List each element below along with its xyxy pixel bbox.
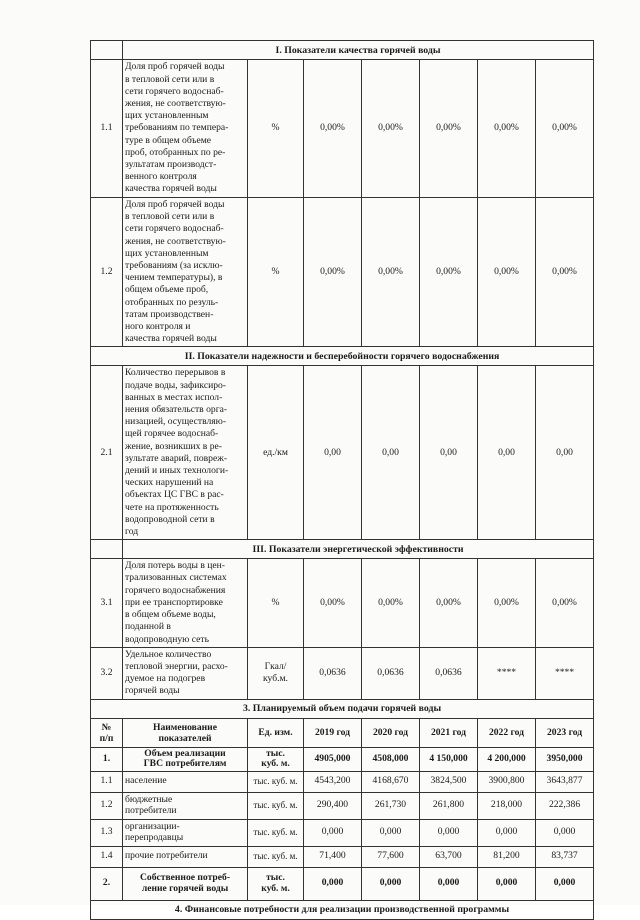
row-number: 1.1 <box>91 60 123 198</box>
row-number: 2. <box>91 867 123 900</box>
value-2023: 0,00 <box>536 366 594 540</box>
indicator-row <box>91 559 594 647</box>
row-unit: тыс. куб. м. <box>248 747 304 771</box>
row-number: 1.2 <box>91 198 123 347</box>
header-2022: 2022 год <box>478 718 536 747</box>
indicator-row <box>91 647 594 699</box>
value-2023: 0,000 <box>536 819 594 846</box>
value-2022: 0,00% <box>478 60 536 198</box>
value-2023: 222,386 <box>536 792 594 819</box>
row-unit: тыс. куб. м. <box>248 792 304 819</box>
indicator-description: Удельное количество тепловой энергии, расхо- дуемое на подогрев горячей воды <box>123 647 248 699</box>
value-2022: 0,00% <box>478 559 536 647</box>
value-2023: 83,737 <box>536 846 594 867</box>
section-title-quality: I. Показатели качества горячей воды <box>123 41 594 60</box>
value-2023: **** <box>536 647 594 699</box>
header-name: Наименование показателей <box>123 718 248 747</box>
indicator-description: Доля проб горячей воды в тепловой сети или в сети горячего водоснаб- жения, не соответствую- щих установленным требованиям по темпера- туре в общем объеме проб, отобранных по ре- зультатам производст- венного контроля качества горячей воды <box>123 60 248 198</box>
row-unit: тыс. куб. м. <box>248 846 304 867</box>
value-2021: 0,00% <box>420 198 478 347</box>
row-number: 1.4 <box>91 846 123 867</box>
indicator-description: Доля проб горячей воды в тепловой сети или в сети горячего водоснаб- жения, не соответствую- щих установленным требованиям (за исклю- чением температуры), в общем объеме проб, отобранных по резуль- татам производствен- ного контроля и качества горячей воды <box>123 198 248 347</box>
row-number: 1. <box>91 747 123 771</box>
section-header-row <box>91 540 594 559</box>
value-2020: 0,0636 <box>362 647 420 699</box>
value-2019: 0,000 <box>304 867 362 900</box>
section-header-row <box>91 699 594 718</box>
value-2019: 0,00% <box>304 559 362 647</box>
value-2022: 0,00% <box>478 198 536 347</box>
section-header-row <box>91 900 594 919</box>
value-2022: 81,200 <box>478 846 536 867</box>
value-2020: 77,600 <box>362 846 420 867</box>
value-2021: 0,000 <box>420 867 478 900</box>
value-2019: 0,0636 <box>304 647 362 699</box>
row-name: Собственное потреб- ление горячей воды <box>123 867 248 900</box>
volume-row <box>91 747 594 771</box>
header-2021: 2021 год <box>420 718 478 747</box>
section-title-energy: III. Показатели энергетической эффективности <box>123 540 594 559</box>
value-2022: 0,000 <box>478 819 536 846</box>
row-unit: тыс. куб. м. <box>248 771 304 792</box>
value-2020: 0,00% <box>362 60 420 198</box>
section-header-row <box>91 41 594 60</box>
value-2023: 3643,877 <box>536 771 594 792</box>
volume-row <box>91 792 594 819</box>
row-name: Объем реализации ГВС потребителям <box>123 747 248 771</box>
value-2022: 0,000 <box>478 867 536 900</box>
value-2020: 0,000 <box>362 867 420 900</box>
row-unit: тыс. куб. м. <box>248 867 304 900</box>
row-number: 1.1 <box>91 771 123 792</box>
value-2021: 0,000 <box>420 819 478 846</box>
value-2021: 0,00% <box>420 60 478 198</box>
section-title-volume: 3. Планируемый объем подачи горячей воды <box>91 699 594 718</box>
value-2022: **** <box>478 647 536 699</box>
unit-cell: Гкал/ куб.м. <box>248 647 304 699</box>
value-2019: 290,400 <box>304 792 362 819</box>
unit-cell: % <box>248 198 304 347</box>
value-2019: 0,00% <box>304 198 362 347</box>
value-2022: 218,000 <box>478 792 536 819</box>
value-2020: 0,000 <box>362 819 420 846</box>
value-2022: 4 200,000 <box>478 747 536 771</box>
unit-cell: % <box>248 559 304 647</box>
value-2020: 4508,000 <box>362 747 420 771</box>
volume-row <box>91 819 594 846</box>
header-2019: 2019 год <box>304 718 362 747</box>
section-title-finance: 4. Финансовые потребности для реализации производственной программы <box>91 900 594 919</box>
header-unit: Ед. изм. <box>248 718 304 747</box>
value-2023: 0,00% <box>536 198 594 347</box>
value-2021: 3824,500 <box>420 771 478 792</box>
unit-cell: ед./км <box>248 366 304 540</box>
row-unit: тыс. куб. м. <box>248 819 304 846</box>
row-name: бюджетные потребители <box>123 792 248 819</box>
value-2019: 0,00 <box>304 366 362 540</box>
indicators-table <box>90 40 594 920</box>
volume-row <box>91 867 594 900</box>
indicator-row <box>91 198 594 347</box>
row-number: 1.2 <box>91 792 123 819</box>
row-name: прочие потребители <box>123 846 248 867</box>
value-2019: 71,400 <box>304 846 362 867</box>
header-2023: 2023 год <box>536 718 594 747</box>
value-2019: 4905,000 <box>304 747 362 771</box>
section-header-row <box>91 347 594 366</box>
value-2023: 0,00% <box>536 559 594 647</box>
volume-row <box>91 846 594 867</box>
value-2020: 0,00 <box>362 366 420 540</box>
value-2023: 3950,000 <box>536 747 594 771</box>
row-name: организации- перепродавцы <box>123 819 248 846</box>
unit-cell: % <box>248 60 304 198</box>
row-number: 3.1 <box>91 559 123 647</box>
indicator-row <box>91 366 594 540</box>
value-2021: 63,700 <box>420 846 478 867</box>
blank-cell <box>91 540 123 559</box>
volume-row <box>91 771 594 792</box>
indicator-row <box>91 60 594 198</box>
value-2021: 0,00% <box>420 559 478 647</box>
row-number: 1.3 <box>91 819 123 846</box>
value-2023: 0,000 <box>536 867 594 900</box>
indicator-description: Количество перерывов в подаче воды, зафиксиро- ванных в местах испол- нения обязательств орга- низацией, осуществляю- щей горячее водоснаб- жение, возникших в ре- зультате аварий, повреж- дений и иных технологи- ческих нарушений на объектах ЦС ГВС в рас- чете на протяженность водопроводной сети в год <box>123 366 248 540</box>
volume-header-row <box>91 718 594 747</box>
value-2022: 3900,800 <box>478 771 536 792</box>
value-2021: 0,0636 <box>420 647 478 699</box>
value-2021: 261,800 <box>420 792 478 819</box>
row-number: 2.1 <box>91 366 123 540</box>
value-2019: 0,000 <box>304 819 362 846</box>
value-2023: 0,00% <box>536 60 594 198</box>
value-2022: 0,00 <box>478 366 536 540</box>
row-number: 3.2 <box>91 647 123 699</box>
blank-cell <box>91 41 123 60</box>
header-2020: 2020 год <box>362 718 420 747</box>
value-2020: 0,00% <box>362 198 420 347</box>
value-2020: 0,00% <box>362 559 420 647</box>
value-2020: 4168,670 <box>362 771 420 792</box>
row-name: население <box>123 771 248 792</box>
value-2019: 0,00% <box>304 60 362 198</box>
value-2019: 4543,200 <box>304 771 362 792</box>
section-title-reliability: II. Показатели надежности и бесперебойности горячего водоснабжения <box>91 347 594 366</box>
value-2021: 0,00 <box>420 366 478 540</box>
header-num: № п/п <box>91 718 123 747</box>
value-2021: 4 150,000 <box>420 747 478 771</box>
indicator-description: Доля потерь воды в цен- трализованных системах горячего водоснабжения при ее транспортировке в общем объеме воды, поданной в водопроводную сеть <box>123 559 248 647</box>
value-2020: 261,730 <box>362 792 420 819</box>
